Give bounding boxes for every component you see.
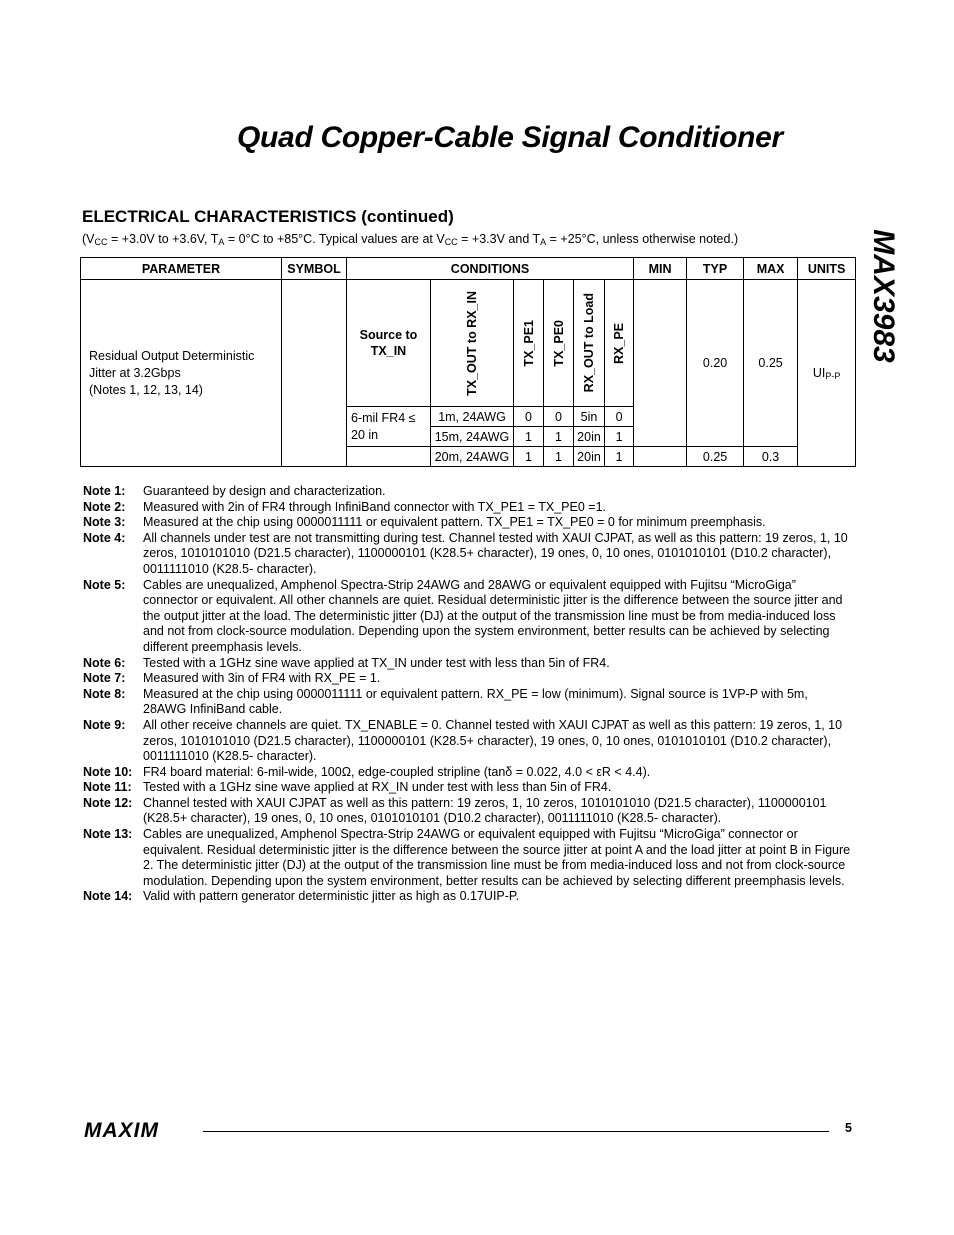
empty-cell (347, 447, 431, 467)
parameter-line: Residual Output Deterministic (89, 348, 255, 363)
col-head-text: TX_OUT to RX_IN (465, 290, 479, 396)
note-item (83, 578, 853, 656)
header-symbol: SYMBOL (282, 258, 347, 280)
col-head-tx-out (431, 280, 514, 407)
note-item (83, 687, 853, 718)
max-cell: 0.3 (744, 447, 798, 467)
note-text: Cables are unequalized, Amphenol Spectra-Strip 24AWG or equivalent equipped with Fujitsu “MicroGiga” connector or equivalent. Residual deterministic jitter is the difference between the source jitter at point A and the load jitter at point B in Figure 2. The deterministic jitter (DJ) at the output of the transmission line must be from media-induced loss and not from clock-source modulation. Depending upon the system environment, better results can be achieved by selecting different preemphasis levels. (143, 827, 851, 888)
note-label: Note 7: (83, 671, 126, 686)
value-cell: 20in (574, 427, 605, 447)
note-item (83, 796, 853, 827)
side-part-number (863, 216, 903, 376)
note-label: Note 4: (83, 530, 126, 545)
col-head-text: TX_PE0 (551, 319, 566, 367)
typ-cell: 0.20 (687, 280, 744, 447)
note-item (83, 780, 853, 796)
note-label: Note 6: (83, 655, 126, 670)
note-text: Channel tested with XAUI CJPAT as well as this pattern: 19 zeros, 1, 10 zeros, 1010101010 (D21.5 character), 1100000101 (K28.5+ character), 19 ones, 0, 10 ones, 0101010101 (D10.2 character), 0011111010 (K28.5- character). (143, 795, 827, 826)
test-conditions (82, 232, 738, 247)
units-base: UI (812, 365, 826, 380)
note-text: Valid with pattern generator deterministic jitter as high as 0.17UIP-P. (143, 889, 520, 904)
col-head-text: TX_PE1 (521, 319, 536, 367)
note-text: Tested with a 1GHz sine wave applied at TX_IN under test with less than 5in of FR4. (143, 655, 610, 670)
cable-cell: 1m, 24AWG (431, 407, 514, 427)
note-text: Measured at the chip using 0000011111 or equivalent pattern. RX_PE = low (minimum). Signal source is 1VP-P with 5m, 28AWG InfiniBand cable. (143, 686, 808, 717)
note-item (83, 765, 853, 781)
col-head-rx-out (574, 280, 605, 407)
value-cell: 5in (574, 407, 605, 427)
cond-text: = +25°C, unless otherwise noted.) (546, 232, 739, 246)
value-cell: 0 (544, 407, 574, 427)
electrical-characteristics-table (80, 257, 856, 467)
note-text: Measured at the chip using 0000011111 or equivalent pattern. TX_PE1 = TX_PE0 = 0 for minimum preemphasis. (143, 515, 766, 530)
note-label: Note 9: (83, 717, 126, 732)
cond-text: = +3.3V and T (457, 232, 541, 246)
note-label: Note 8: (83, 686, 126, 701)
note-label: Note 12: (83, 795, 133, 810)
note-text: Tested with a 1GHz sine wave applied at RX_IN under test with less than 5in of FR4. (143, 780, 612, 795)
col-head-tx-pe1 (514, 280, 544, 407)
value-cell: 0 (605, 407, 634, 427)
note-item (83, 718, 853, 765)
note-label: Note 1: (83, 484, 126, 498)
parameter-line: (Notes 1, 12, 13, 14) (89, 382, 203, 397)
note-item (83, 656, 853, 672)
col-head-tx-pe0 (544, 280, 574, 407)
note-text: Guaranteed by design and characterization. (143, 484, 386, 498)
value-cell: 1 (605, 427, 634, 447)
col-head-rx-pe (605, 280, 634, 407)
table-row (81, 280, 856, 407)
header-conditions: CONDITIONS (347, 258, 634, 280)
note-text: Cables are unequalized, Amphenol Spectra-Strip 24AWG and 28AWG or equivalent equipped with Fujitsu “MicroGiga” connector or equivalent. All other channels are quiet. Residual deterministic jitter is the difference between the source jitter and the output jitter at the load. The deterministic jitter (DJ) at the output of the transmission line must be from media-induced loss and not from clock-source modulation. Depending upon the system environment, better results can be achieved by selecting different preemphasis levels. (143, 577, 843, 654)
fr4-cell (347, 407, 431, 447)
units-sub: P-P (825, 370, 841, 381)
cond-text: = 0°C to +85°C. Typical values are at V (224, 232, 445, 246)
parameter-cell (81, 280, 282, 467)
note-label: Note 11: (83, 780, 132, 795)
max-cell: 0.25 (744, 280, 798, 447)
note-item (83, 889, 853, 905)
cond-text: (V (82, 232, 95, 246)
source-to-cell (347, 280, 431, 407)
min-cell (634, 447, 687, 467)
note-text: All channels under test are not transmitting during test. Channel tested with XAUI CJPAT, as well as this pattern: 19 zeros, 1, 10 zeros, 1010101010 (D21.5 character), 1100000101 (K28.5+ character), 19 ones, 0, 10 ones, 0101010101 (D10.2 character), 0011111010 (K28.5- character). (143, 530, 848, 576)
note-item (83, 827, 853, 889)
note-label: Note 5: (83, 577, 126, 592)
note-text: Measured with 3in of FR4 with RX_PE = 1. (143, 671, 381, 686)
value-cell: 1 (514, 447, 544, 467)
note-text: Measured with 2in of FR4 through InfiniBand connector with TX_PE1 = TX_PE0 =1. (143, 499, 607, 514)
header-units: UNITS (798, 258, 856, 280)
header-min: MIN (634, 258, 687, 280)
footer-divider (203, 1131, 829, 1132)
maxim-logo: MAXIM (84, 1119, 159, 1142)
units-cell (798, 280, 856, 467)
note-label: Note 13: (83, 827, 133, 842)
typ-cell: 0.25 (687, 447, 744, 467)
cable-cell: 20m, 24AWG (431, 447, 514, 467)
note-item (83, 484, 853, 500)
header-max: MAX (744, 258, 798, 280)
value-cell: 0 (514, 407, 544, 427)
col-head-text: RX_OUT to Load (582, 293, 596, 393)
header-typ: TYP (687, 258, 744, 280)
cond-sub: A (218, 237, 225, 247)
note-text: All other receive channels are quiet. TX_ENABLE = 0. Channel tested with XAUI CJPAT as well as this pattern: 19 zeros, 1, 10 zeros, 1010101010 (D21.5 character), 1100000101 (K28.5+ character), 19 ones, 0, 10 ones, 0101010101 (D10.2 character), 0011111010 (K28.5- character). (143, 717, 843, 764)
source-to-line: Source to (359, 328, 418, 342)
symbol-cell (282, 280, 347, 467)
fr4-line: 6-mil FR4 ≤ (351, 410, 416, 425)
cond-sub: CC (94, 237, 108, 247)
fr4-line: 20 in (351, 427, 379, 442)
value-cell: 20in (574, 447, 605, 467)
cond-sub: A (540, 237, 547, 247)
table-header-row (81, 258, 856, 280)
notes-list (83, 484, 853, 905)
source-to-line: TX_IN (370, 344, 407, 358)
part-number-label: MAX3983 (867, 229, 900, 363)
note-label: Note 3: (83, 515, 126, 530)
page-number: 5 (845, 1121, 852, 1135)
min-cell (634, 280, 687, 447)
cable-cell: 15m, 24AWG (431, 427, 514, 447)
parameter-line: Jitter at 3.2Gbps (89, 365, 181, 380)
col-head-text: RX_PE (612, 322, 627, 364)
value-cell: 1 (544, 427, 574, 447)
note-label: Note 14: (83, 889, 133, 904)
note-item (83, 671, 853, 687)
note-label: Note 2: (83, 499, 126, 514)
value-cell: 1 (514, 427, 544, 447)
value-cell: 1 (544, 447, 574, 467)
note-label: Note 10: (83, 764, 133, 779)
value-cell: 1 (605, 447, 634, 467)
header-parameter: PARAMETER (81, 258, 282, 280)
note-item (83, 515, 853, 531)
note-item (83, 500, 853, 516)
note-text: FR4 board material: 6-mil-wide, 100Ω, edge-coupled stripline (tanδ = 0.022, 4.0 < εR < 4.4). (143, 764, 651, 779)
cond-text: = +3.0V to +3.6V, T (107, 232, 219, 246)
page-title: Quad Copper-Cable Signal Conditioner (237, 121, 783, 154)
section-title: ELECTRICAL CHARACTERISTICS (continued) (82, 207, 454, 226)
cond-sub: CC (444, 237, 458, 247)
note-item (83, 531, 853, 578)
